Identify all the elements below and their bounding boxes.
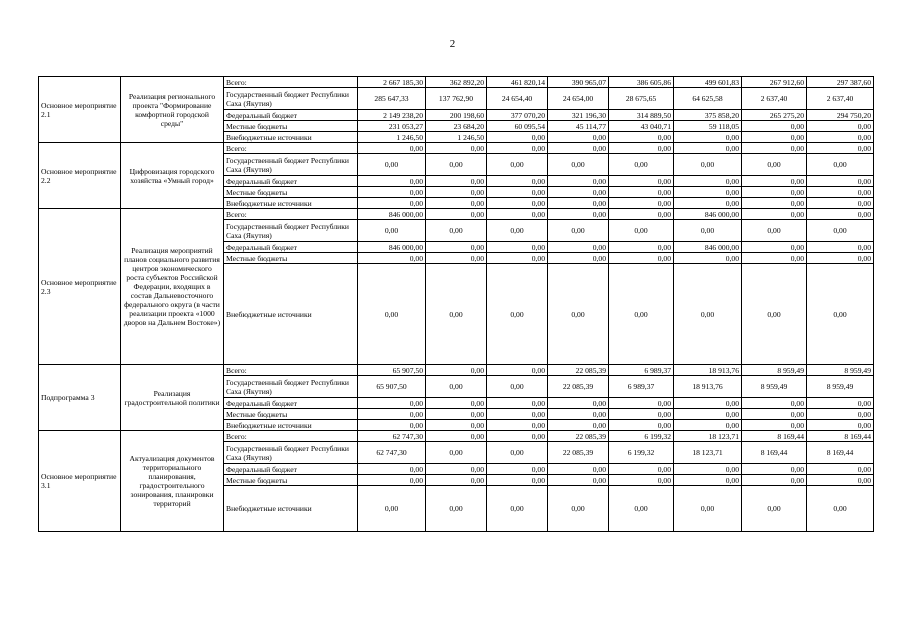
amount-cell: 2 149 238,20 <box>358 110 426 121</box>
amount-cell: 0,00 <box>548 198 609 209</box>
amount-cell: 0,00 <box>609 154 674 176</box>
amount-cell: 0,00 <box>742 187 807 198</box>
amount-cell: 0,00 <box>426 409 487 420</box>
amount-cell: 2 637,40 <box>742 88 807 110</box>
table-row <box>39 365 874 376</box>
section-name: Основное мероприятие 2.2 <box>39 143 121 209</box>
amount-cell: 0,00 <box>742 253 807 264</box>
amount-cell: 24 654,00 <box>548 88 609 110</box>
table-row <box>39 431 874 442</box>
amount-cell: 0,00 <box>609 187 674 198</box>
funding-source: Государственный бюджет Республики Саха (Якутия) <box>224 154 358 176</box>
amount-cell: 0,00 <box>358 475 426 486</box>
amount-cell: 23 684,20 <box>426 121 487 132</box>
amount-cell: 0,00 <box>426 475 487 486</box>
amount-cell: 18 913,76 <box>674 376 742 398</box>
section-title: Реализация регионального проекта "Формирование комфортной городской среды" <box>121 77 224 143</box>
amount-cell: 0,00 <box>807 409 874 420</box>
amount-cell: 0,00 <box>548 143 609 154</box>
amount-cell: 0,00 <box>487 143 548 154</box>
amount-cell: 0,00 <box>609 132 674 143</box>
amount-cell: 0,00 <box>609 143 674 154</box>
funding-source: Внебюджетные источники <box>224 264 358 365</box>
amount-cell: 0,00 <box>807 154 874 176</box>
amount-cell: 0,00 <box>487 242 548 253</box>
amount-cell: 0,00 <box>807 242 874 253</box>
funding-source: Федеральный бюджет <box>224 176 358 187</box>
amount-cell: 265 275,20 <box>742 110 807 121</box>
amount-cell: 0,00 <box>426 176 487 187</box>
section-title: Актуализация документов территориального планирования, градостроительного зонирования, планировки территорий <box>121 431 224 532</box>
amount-cell: 377 070,20 <box>487 110 548 121</box>
amount-cell: 0,00 <box>358 486 426 532</box>
amount-cell: 65 907,50 <box>358 376 426 398</box>
amount-cell: 0,00 <box>807 464 874 475</box>
funding-source: Внебюджетные источники <box>224 486 358 532</box>
amount-cell: 231 053,27 <box>358 121 426 132</box>
amount-cell: 0,00 <box>674 486 742 532</box>
section-name: Основное мероприятие 3.1 <box>39 431 121 532</box>
amount-cell: 0,00 <box>674 264 742 365</box>
amount-cell: 59 118,05 <box>674 121 742 132</box>
amount-cell: 0,00 <box>807 420 874 431</box>
amount-cell: 0,00 <box>609 475 674 486</box>
funding-source: Федеральный бюджет <box>224 110 358 121</box>
funding-source: Местные бюджеты <box>224 121 358 132</box>
amount-cell: 0,00 <box>487 475 548 486</box>
amount-cell: 0,00 <box>609 420 674 431</box>
amount-cell: 0,00 <box>487 176 548 187</box>
amount-cell: 0,00 <box>358 154 426 176</box>
amount-cell: 0,00 <box>358 398 426 409</box>
amount-cell: 0,00 <box>807 209 874 220</box>
amount-cell: 0,00 <box>742 143 807 154</box>
amount-cell: 0,00 <box>426 464 487 475</box>
amount-cell: 0,00 <box>742 176 807 187</box>
amount-cell: 6 989,37 <box>609 365 674 376</box>
amount-cell: 0,00 <box>487 264 548 365</box>
amount-cell: 2 667 185,30 <box>358 77 426 88</box>
amount-cell: 8 959,49 <box>742 365 807 376</box>
amount-cell: 0,00 <box>807 176 874 187</box>
amount-cell: 0,00 <box>426 431 487 442</box>
amount-cell: 0,00 <box>742 220 807 242</box>
amount-cell: 297 387,60 <box>807 77 874 88</box>
amount-cell: 0,00 <box>426 376 487 398</box>
funding-source: Всего: <box>224 431 358 442</box>
amount-cell: 0,00 <box>426 187 487 198</box>
amount-cell: 0,00 <box>426 242 487 253</box>
amount-cell: 0,00 <box>548 154 609 176</box>
amount-cell: 0,00 <box>807 486 874 532</box>
amount-cell: 846 000,00 <box>674 242 742 253</box>
amount-cell: 0,00 <box>426 442 487 464</box>
amount-cell: 0,00 <box>807 398 874 409</box>
funding-source: Федеральный бюджет <box>224 464 358 475</box>
amount-cell: 0,00 <box>742 409 807 420</box>
amount-cell: 285 647,33 <box>358 88 426 110</box>
amount-cell: 0,00 <box>548 220 609 242</box>
amount-cell: 0,00 <box>609 409 674 420</box>
amount-cell: 321 196,30 <box>548 110 609 121</box>
amount-cell: 0,00 <box>674 220 742 242</box>
amount-cell: 0,00 <box>358 464 426 475</box>
amount-cell: 28 675,65 <box>609 88 674 110</box>
amount-cell: 386 605,86 <box>609 77 674 88</box>
amount-cell: 0,00 <box>548 420 609 431</box>
amount-cell: 6 199,32 <box>609 442 674 464</box>
amount-cell: 0,00 <box>426 365 487 376</box>
amount-cell: 0,00 <box>426 209 487 220</box>
amount-cell: 1 246,50 <box>426 132 487 143</box>
funding-source: Местные бюджеты <box>224 409 358 420</box>
amount-cell: 0,00 <box>426 486 487 532</box>
amount-cell: 137 762,90 <box>426 88 487 110</box>
funding-source: Государственный бюджет Республики Саха (Якутия) <box>224 220 358 242</box>
amount-cell: 60 095,54 <box>487 121 548 132</box>
amount-cell: 0,00 <box>426 264 487 365</box>
amount-cell: 0,00 <box>487 187 548 198</box>
amount-cell: 0,00 <box>487 253 548 264</box>
funding-source: Местные бюджеты <box>224 475 358 486</box>
amount-cell: 8 169,44 <box>742 442 807 464</box>
amount-cell: 1 246,50 <box>358 132 426 143</box>
amount-cell: 0,00 <box>742 475 807 486</box>
amount-cell: 0,00 <box>487 420 548 431</box>
amount-cell: 22 085,39 <box>548 431 609 442</box>
amount-cell: 0,00 <box>674 143 742 154</box>
amount-cell: 0,00 <box>487 442 548 464</box>
amount-cell: 0,00 <box>674 154 742 176</box>
amount-cell: 0,00 <box>487 398 548 409</box>
amount-cell: 0,00 <box>487 220 548 242</box>
amount-cell: 43 040,71 <box>609 121 674 132</box>
amount-cell: 0,00 <box>742 420 807 431</box>
page-number: 2 <box>449 38 456 50</box>
funding-source: Всего: <box>224 209 358 220</box>
section-title: Реализация мероприятий планов социального развития центров экономического роста субъектов Российской Федерации, входящих в состав Дальневосточного федерального округа (в части реализации проекта «1000 дворов на Дальнем Востоке») <box>121 209 224 365</box>
amount-cell: 0,00 <box>807 132 874 143</box>
amount-cell: 846 000,00 <box>358 209 426 220</box>
amount-cell: 0,00 <box>609 486 674 532</box>
amount-cell: 0,00 <box>674 132 742 143</box>
amount-cell: 0,00 <box>609 176 674 187</box>
amount-cell: 267 912,60 <box>742 77 807 88</box>
funding-source: Государственный бюджет Республики Саха (Якутия) <box>224 442 358 464</box>
amount-cell: 18 913,76 <box>674 365 742 376</box>
funding-source: Всего: <box>224 143 358 154</box>
funding-source: Государственный бюджет Республики Саха (Якутия) <box>224 88 358 110</box>
amount-cell: 64 625,58 <box>674 88 742 110</box>
amount-cell: 22 085,39 <box>548 365 609 376</box>
amount-cell: 6 989,37 <box>609 376 674 398</box>
amount-cell: 0,00 <box>548 464 609 475</box>
amount-cell: 0,00 <box>358 264 426 365</box>
funding-source: Местные бюджеты <box>224 187 358 198</box>
amount-cell: 0,00 <box>674 187 742 198</box>
amount-cell: 62 747,30 <box>358 442 426 464</box>
amount-cell: 0,00 <box>426 253 487 264</box>
amount-cell: 0,00 <box>674 409 742 420</box>
amount-cell: 0,00 <box>609 264 674 365</box>
amount-cell: 0,00 <box>742 209 807 220</box>
amount-cell: 0,00 <box>426 398 487 409</box>
budget-table <box>38 76 874 532</box>
amount-cell: 0,00 <box>426 143 487 154</box>
amount-cell: 0,00 <box>358 420 426 431</box>
amount-cell: 0,00 <box>426 420 487 431</box>
amount-cell: 314 889,50 <box>609 110 674 121</box>
amount-cell: 0,00 <box>426 154 487 176</box>
amount-cell: 294 750,20 <box>807 110 874 121</box>
amount-cell: 0,00 <box>487 464 548 475</box>
amount-cell: 499 601,83 <box>674 77 742 88</box>
amount-cell: 0,00 <box>807 264 874 365</box>
amount-cell: 0,00 <box>674 475 742 486</box>
amount-cell: 0,00 <box>548 409 609 420</box>
amount-cell: 0,00 <box>807 121 874 132</box>
funding-source: Федеральный бюджет <box>224 398 358 409</box>
amount-cell: 0,00 <box>487 209 548 220</box>
amount-cell: 0,00 <box>548 209 609 220</box>
amount-cell: 0,00 <box>358 253 426 264</box>
amount-cell: 0,00 <box>807 220 874 242</box>
amount-cell: 0,00 <box>609 464 674 475</box>
amount-cell: 8 959,49 <box>807 365 874 376</box>
amount-cell: 0,00 <box>609 398 674 409</box>
amount-cell: 0,00 <box>807 253 874 264</box>
funding-source: Всего: <box>224 365 358 376</box>
amount-cell: 0,00 <box>609 242 674 253</box>
amount-cell: 0,00 <box>742 132 807 143</box>
amount-cell: 846 000,00 <box>674 209 742 220</box>
amount-cell: 362 892,20 <box>426 77 487 88</box>
amount-cell: 0,00 <box>674 464 742 475</box>
table-row <box>39 209 874 220</box>
amount-cell: 846 000,00 <box>358 242 426 253</box>
amount-cell: 0,00 <box>358 176 426 187</box>
amount-cell: 0,00 <box>358 409 426 420</box>
funding-source: Государственный бюджет Республики Саха (Якутия) <box>224 376 358 398</box>
amount-cell: 22 085,39 <box>548 442 609 464</box>
amount-cell: 45 114,77 <box>548 121 609 132</box>
amount-cell: 0,00 <box>609 253 674 264</box>
amount-cell: 0,00 <box>487 365 548 376</box>
amount-cell: 0,00 <box>548 253 609 264</box>
amount-cell: 0,00 <box>487 154 548 176</box>
amount-cell: 0,00 <box>426 198 487 209</box>
section-title: Цифровизация городского хозяйства «Умный город» <box>121 143 224 209</box>
amount-cell: 0,00 <box>548 398 609 409</box>
amount-cell: 0,00 <box>548 264 609 365</box>
amount-cell: 65 907,50 <box>358 365 426 376</box>
amount-cell: 0,00 <box>548 486 609 532</box>
amount-cell: 0,00 <box>807 143 874 154</box>
amount-cell: 200 198,60 <box>426 110 487 121</box>
funding-source: Внебюджетные источники <box>224 420 358 431</box>
amount-cell: 0,00 <box>674 253 742 264</box>
amount-cell: 461 820,14 <box>487 77 548 88</box>
amount-cell: 0,00 <box>487 486 548 532</box>
amount-cell: 0,00 <box>674 176 742 187</box>
amount-cell: 0,00 <box>742 198 807 209</box>
amount-cell: 8 959,49 <box>742 376 807 398</box>
section-title: Реализация градостроительной политики <box>121 365 224 431</box>
amount-cell: 0,00 <box>742 242 807 253</box>
amount-cell: 62 747,30 <box>358 431 426 442</box>
amount-cell: 0,00 <box>358 143 426 154</box>
table-row <box>39 77 874 88</box>
amount-cell: 0,00 <box>807 475 874 486</box>
amount-cell: 8 959,49 <box>807 376 874 398</box>
amount-cell: 0,00 <box>487 132 548 143</box>
funding-source: Федеральный бюджет <box>224 242 358 253</box>
amount-cell: 0,00 <box>548 176 609 187</box>
amount-cell: 0,00 <box>742 464 807 475</box>
amount-cell: 0,00 <box>674 420 742 431</box>
amount-cell: 0,00 <box>358 187 426 198</box>
amount-cell: 18 123,71 <box>674 442 742 464</box>
amount-cell: 0,00 <box>426 220 487 242</box>
amount-cell: 8 169,44 <box>742 431 807 442</box>
amount-cell: 375 858,20 <box>674 110 742 121</box>
amount-cell: 0,00 <box>807 187 874 198</box>
section-name: Основное мероприятие 2.3 <box>39 209 121 365</box>
amount-cell: 0,00 <box>807 198 874 209</box>
amount-cell: 390 965,07 <box>548 77 609 88</box>
amount-cell: 0,00 <box>548 132 609 143</box>
amount-cell: 0,00 <box>487 409 548 420</box>
amount-cell: 0,00 <box>609 198 674 209</box>
amount-cell: 0,00 <box>548 475 609 486</box>
amount-cell: 8 169,44 <box>807 431 874 442</box>
amount-cell: 0,00 <box>487 198 548 209</box>
amount-cell: 8 169,44 <box>807 442 874 464</box>
amount-cell: 6 199,32 <box>609 431 674 442</box>
budget-table-body <box>39 77 874 532</box>
amount-cell: 18 123,71 <box>674 431 742 442</box>
table-row <box>39 143 874 154</box>
amount-cell: 22 085,39 <box>548 376 609 398</box>
amount-cell: 0,00 <box>358 198 426 209</box>
funding-source: Местные бюджеты <box>224 253 358 264</box>
amount-cell: 0,00 <box>609 209 674 220</box>
amount-cell: 0,00 <box>548 242 609 253</box>
section-name: Подпрограмма 3 <box>39 365 121 431</box>
amount-cell: 0,00 <box>742 154 807 176</box>
amount-cell: 0,00 <box>358 220 426 242</box>
funding-source: Внебюджетные источники <box>224 132 358 143</box>
amount-cell: 0,00 <box>548 187 609 198</box>
amount-cell: 0,00 <box>674 398 742 409</box>
amount-cell: 0,00 <box>742 398 807 409</box>
amount-cell: 0,00 <box>742 264 807 365</box>
amount-cell: 0,00 <box>742 121 807 132</box>
amount-cell: 2 637,40 <box>807 88 874 110</box>
funding-source: Внебюджетные источники <box>224 198 358 209</box>
section-name: Основное мероприятие 2.1 <box>39 77 121 143</box>
amount-cell: 24 654,40 <box>487 88 548 110</box>
amount-cell: 0,00 <box>487 376 548 398</box>
funding-source: Всего: <box>224 77 358 88</box>
amount-cell: 0,00 <box>609 220 674 242</box>
amount-cell: 0,00 <box>487 431 548 442</box>
amount-cell: 0,00 <box>674 198 742 209</box>
amount-cell: 0,00 <box>742 486 807 532</box>
